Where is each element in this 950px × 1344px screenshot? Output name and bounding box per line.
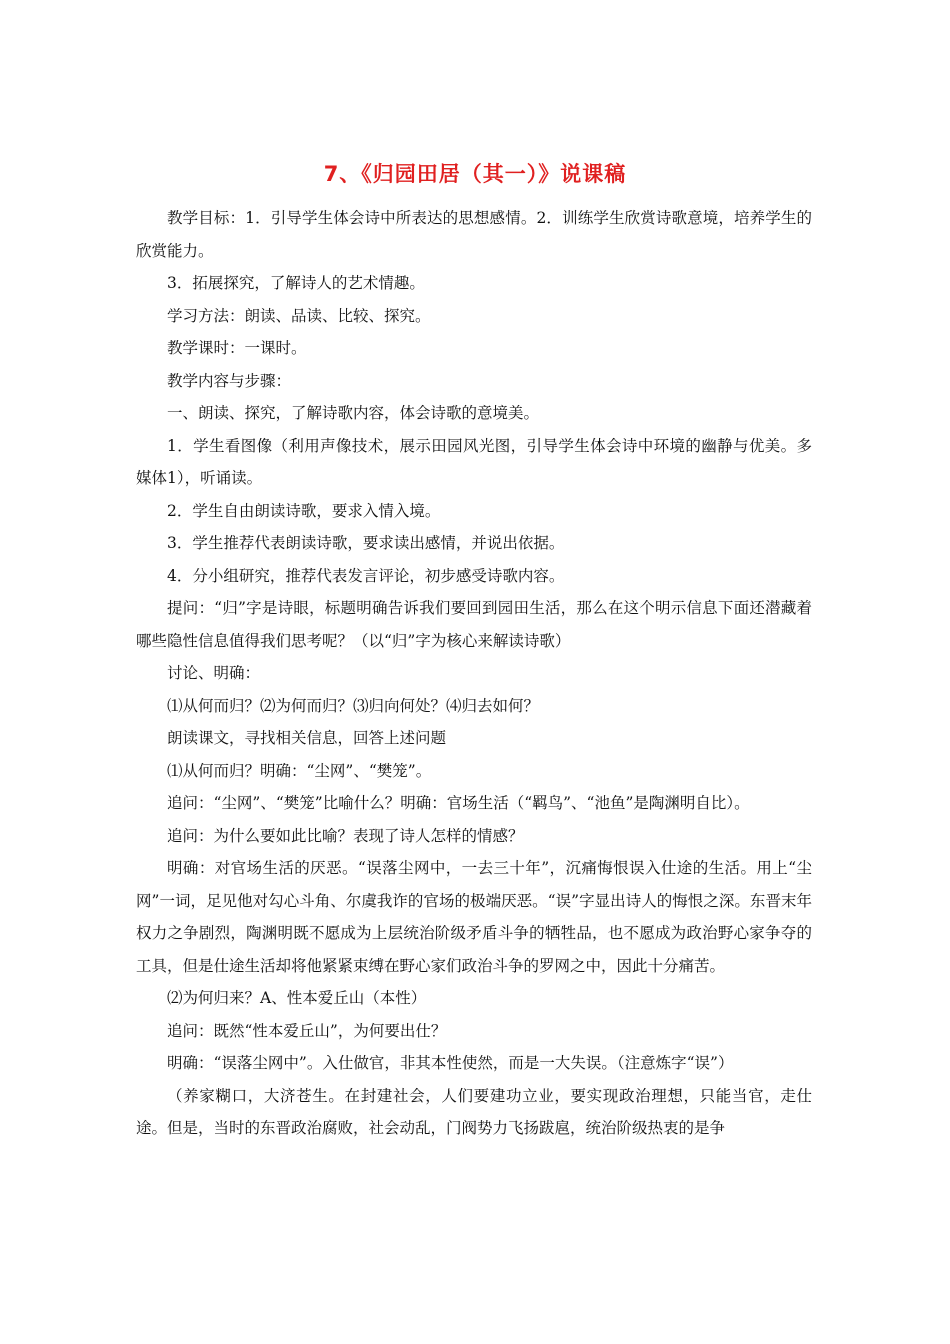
paragraph-content-steps: 教学内容与步骤： [167,371,292,390]
paragraph-followup-2: 追问：为什么要如此比喻？表现了诗人怎样的情感？ [167,826,524,845]
paragraph-context: （养家糊口，大济苍生。在封建社会，人们要建功立业，要实现政治理想，只能当官，走仕途。但是，当时的东晋政治腐败，社会动乱，门阀势力飞扬跋扈，统治阶级热衷的是争 [136,1086,812,1137]
paragraph-discussion: 讨论、明确： [167,664,261,682]
paragraph-answer-1: ⑴从何而归？明确：“尘网”、“樊笼”。 [167,761,432,780]
paragraph-section-one: 一、朗读、探究，了解诗歌内容，体会诗歌的意境美。 [167,404,540,422]
paragraph-clarify-2: 明确：“误落尘网中”。入仕做官，非其本性使然，而是一大失误。（注意炼字“误”） [167,1054,734,1072]
paragraph-step-1: 1．学生看图像（利用声像技术，展示田园风光图，引导学生体会诗中环境的幽静与优美。多媒体1），听诵读。 [136,436,812,487]
paragraph-answer-2: ⑵为何归来？A、性本爱丘山（本性） [167,989,427,1007]
paragraph-followup-3: 追问：既然“性本爱丘山”，为何要出仕？ [167,1021,447,1040]
paragraph-questions-list: ⑴从何而归？⑵为何而归？⑶归向何处？⑷归去如何？ [167,696,540,715]
paragraph-objective-3: 3．拓展探究，了解诗人的艺术情趣。 [167,274,425,292]
paragraph-followup-1: 追问：“尘网”、“樊笼”比喻什么？明确：官场生活（“羁鸟”、“池鱼”是陶渊明自比）。 [167,794,750,812]
paragraph-read-text: 朗读课文，寻找相关信息，回答上述问题 [167,729,447,747]
paragraph-step-2: 2．学生自由朗读诗歌，要求入情入境。 [167,501,441,520]
paragraph-question: 提问：“归”字是诗眼，标题明确告诉我们要回到园田生活，那么在这个明示信息下面还潜藏着哪些隐性信息值得我们思考呢？（以“归”字为核心来解读诗歌） [136,599,812,650]
document-body [136,202,812,1145]
paragraph-step-4: 4．分小组研究，推荐代表发言评论，初步感受诗歌内容。 [167,566,565,585]
paragraph-clarify-1: 明确：对官场生活的厌恶。“误落尘网中，一去三十年”，沉痛悔恨误入仕途的生活。用上“尘网”一词，足见他对勾心斗角、尔虞我诈的官场的极端厌恶。“误”字显出诗人的悔恨之深。东晋末年权力之争剧烈，陶渊明既不愿成为上层统治阶级矛盾斗争的牺牲品，也不愿成为政治野心家争夺的工具，但是仕途生活却将他紧紧束缚在野心家们政治斗争的罗网之中，因此十分痛苦。 [136,859,812,975]
paragraph-objectives: 教学目标：1．引导学生体会诗中所表达的思想感情。2．训练学生欣赏诗歌意境，培养学生的欣赏能力。 [136,209,812,260]
document-title: 7、《归园田居（其一）》说课稿 [323,162,627,186]
paragraph-step-3: 3．学生推荐代表朗读诗歌，要求读出感情，并说出依据。 [167,534,565,552]
paragraph-class-hours: 教学课时：一课时。 [167,339,307,357]
paragraph-study-method: 学习方法：朗读、品读、比较、探究。 [167,306,431,325]
